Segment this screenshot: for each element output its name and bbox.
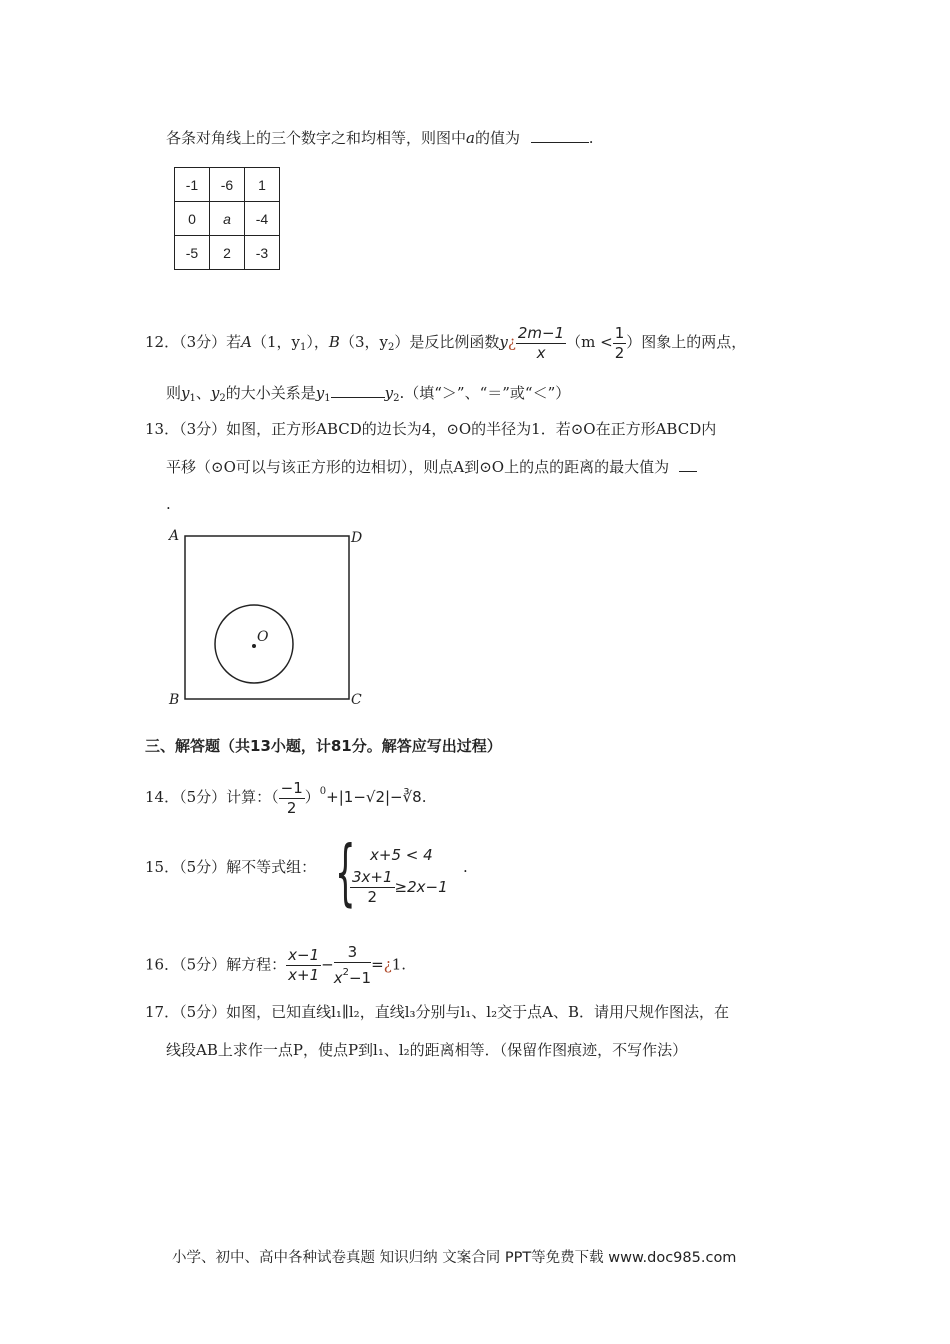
grid-cell: 0 <box>175 202 210 236</box>
grid-cell: 1 <box>245 168 280 202</box>
q13-line2: 平移（⊙O可以与该正方形的边相切），则点A到⊙O上的点的距离的最大值为 <box>166 457 697 477</box>
answer-blank <box>331 383 385 398</box>
grid-cell: a <box>210 202 245 236</box>
label-o: O <box>257 629 269 645</box>
page-footer: 小学、初中、高中各种试卷真题 知识归纳 文案合同 PPT等免费下载 www.doc985.com <box>172 1250 737 1266</box>
grid-cell: 2 <box>210 236 245 270</box>
fraction: $\frac{2m-1}{x}$ <box>517 323 565 362</box>
fraction: $\frac{-1}{2}$ <box>280 778 303 817</box>
fraction: $\frac{3}{x^2-1}$ <box>333 943 372 987</box>
q17-line1: 17．（5分）如图，已知直线l₁∥l₂，直线l₃分别与l₁、l₂交于点A、B．请用尺规作图法，在 <box>145 1003 729 1021</box>
grid-cell: -3 <box>245 236 280 270</box>
number-grid <box>174 167 280 270</box>
fraction: $\frac{x-1}{x+1}$ <box>288 946 320 984</box>
q11-text: 各条对角线上的三个数字之和均相等，则图中a的值为 . <box>166 129 594 147</box>
q16-line: 16．（5分）解方程： $\frac{x-1}{x+1}$ − $\frac{3}{x^2-1}$ =¿1. <box>145 943 407 987</box>
grid-cell: -4 <box>245 202 280 236</box>
square-abcd <box>185 536 349 699</box>
q15-end: . <box>463 858 468 876</box>
inequality-1: x+5 < 4 <box>370 846 433 864</box>
q13-line3: . <box>166 495 171 513</box>
center-point-o <box>252 644 256 648</box>
fraction: $\frac{1}{2}$ <box>614 323 625 362</box>
q15-label: 15．（5分）解不等式组： <box>145 858 317 876</box>
section-heading: 三、解答题（共13小题，计81分。解答应写出过程） <box>145 737 502 755</box>
fraction: $\frac{3x+1}{2}$ <box>352 868 393 906</box>
label-b: B <box>169 692 180 708</box>
label-a: A <box>169 528 180 544</box>
inequality-2: $\frac{3x+1}{2}$ ≥2x−1 <box>352 868 448 906</box>
label-c: C <box>351 692 362 708</box>
q17-line2: 线段AB上求作一点P，使点P到l₁、l₂的距离相等．（保留作图痕迹，不写作法） <box>166 1041 688 1059</box>
square-circle-figure <box>165 522 375 712</box>
grid-cell: -1 <box>175 168 210 202</box>
grid-cell: -5 <box>175 236 210 270</box>
q12-line1: 12．（3分）若A（1，$y_1$），B（3，$y_2$）是反比例函数y¿ $\frac{2m-1}{x}$ （m < $\frac{1}{2}$ ）图象上的两点， <box>145 323 747 362</box>
q14-line: 14．（5分）计算：（ $\frac{-1}{2}$ ）$^0$+|1−√2|−∛8. <box>145 778 427 817</box>
answer-blank <box>679 457 697 472</box>
q12-line2: 则$y_1$、$y_2$的大小关系是$y_1$ $y_2$.（填“＞”、“＝”或“＜”） <box>166 384 571 404</box>
grid-cell: -6 <box>210 168 245 202</box>
answer-blank <box>531 128 589 143</box>
q13-line1: 13．（3分）如图，正方形ABCD的边长为4，⊙O的半径为1．若⊙O在正方形ABCD内 <box>145 420 717 438</box>
label-d: D <box>351 530 363 546</box>
system-brace: { <box>335 830 356 914</box>
